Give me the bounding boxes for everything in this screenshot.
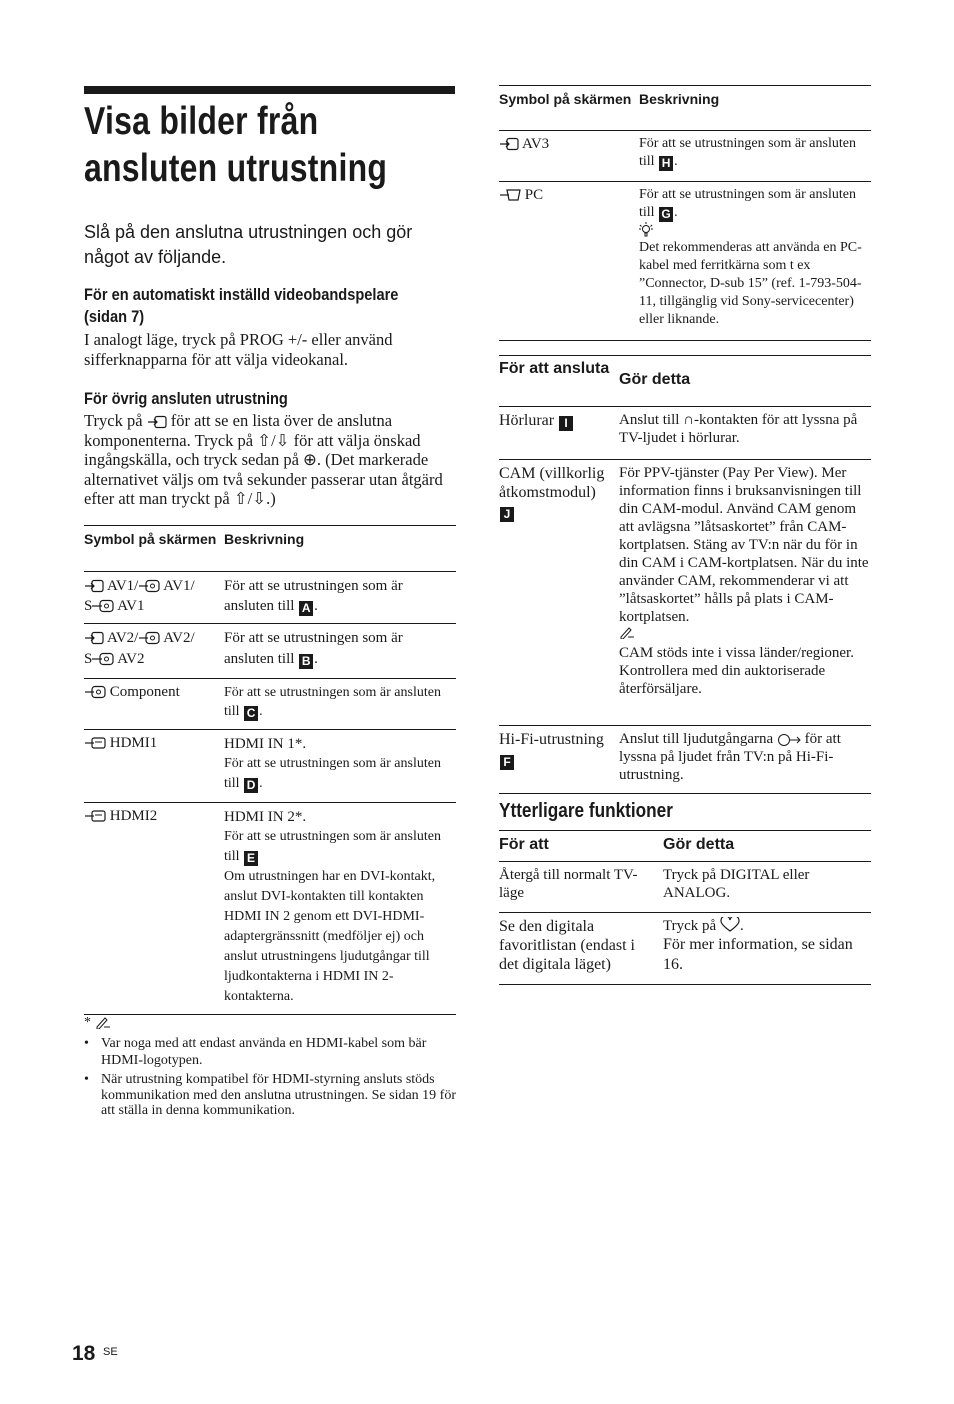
other-body: Tryck på för att se en lista över de anslutna komponenterna. Tryck på ⇧/⇩ för att välja önskad ingångskälla, och tryck sedan på ⊕. (Det markerade alternativet väljs om två sekunder passerar utan åtgärd efter att man tryckt på ⇧/⇩.): [84, 411, 443, 508]
s-video-input-icon: [92, 599, 114, 613]
table-row: Hi-Fi-utrustning F Anslut till ljudutgångarna för att lyssna på ljudet från TV:n på Hi-Fi-utrustning.: [499, 726, 871, 794]
connector-label-badge: D: [244, 778, 258, 793]
connector-label-badge: J: [500, 507, 514, 522]
tip-bulb-icon: [639, 222, 871, 239]
component-input-icon: [84, 685, 106, 699]
table-row: CAM (villkorlig åtkomstmodul) J För PPV-tjänster (Pay Per View). Mer information finns i bruksanvisningen till din CAM-modul. Använd CAM genom att avlägsna ”låtsaskortet” från CAM-kortplatsen. Stäng av TV:n när du för in din CAM i CAM-kortplatsen. När du inte använder CAM, rekommenderar vi att ”låtsaskortet” hålls på plats i CAM-kortplatsen. CAM stöds inte i vissa länder/regioner. Kontrollera med din auktoriserade återförsäljare.: [499, 460, 871, 726]
vcr-body: I analogt läge, tryck på PROG +/- eller använd sifferknapparna för att välja videokanal.: [84, 330, 393, 369]
connector-label-badge: H: [659, 156, 673, 171]
input-icon: [499, 137, 519, 151]
table-header-row: [499, 86, 871, 131]
component-input-icon: [138, 579, 160, 593]
select-button-icon: ⊕: [303, 450, 317, 469]
header-description: Beskrivning: [639, 91, 720, 107]
connect-table: [499, 355, 871, 794]
connector-label-badge: F: [500, 755, 514, 770]
headphones-icon: ∩: [683, 412, 695, 428]
input-symbols-table-continued: [499, 85, 871, 341]
note-pencil-icon: [95, 1016, 111, 1029]
hdmi-input-icon: [84, 809, 106, 823]
table-row: Återgå till normalt TV-läge Tryck på DIGITAL eller ANALOG.: [499, 862, 871, 913]
header-col2: Gör detta: [663, 836, 735, 853]
page-number: 18: [72, 1342, 96, 1365]
table-row: Se den digitala favoritlistan (endast i det digitala läget) Tryck på . För mer information, se sidan 16.: [499, 913, 871, 985]
table-row: AV2/ AV2/ S AV2 För att se utrustningen som är ansluten till B .: [84, 624, 456, 679]
input-icon: [84, 579, 104, 593]
input-symbols-table: [84, 525, 456, 1015]
up-arrow-icon: ⇧: [233, 489, 248, 508]
vcr-heading: För en automatiskt inställd videobandspelare (sidan 7): [84, 285, 399, 326]
header-description: Beskrivning: [224, 531, 305, 547]
title-rule: [84, 86, 455, 94]
list-item: • Var noga med att endast använda en HDMI-kabel som bär HDMI-logotypen.: [101, 1035, 456, 1069]
down-arrow-icon: ⇩: [275, 430, 290, 450]
input-icon: [84, 631, 104, 645]
connector-label-badge: I: [559, 416, 573, 431]
table-header-row: [499, 356, 871, 407]
note-pencil-icon: [619, 626, 871, 644]
page-title-line-1: Visa bilder från: [84, 100, 319, 143]
connector-label-badge: G: [659, 207, 673, 222]
audio-out-icon: [777, 732, 801, 746]
header-col1: För att ansluta: [499, 360, 610, 377]
extra-functions-table: [499, 830, 871, 985]
table-header-row: [84, 526, 456, 572]
list-item: • När utrustning kompatibel för HDMI-styrning ansluts stöds kommunikation med den anslutna utrustningen. Se sidan 19 för att ställa in denna kommunikation.: [101, 1072, 456, 1119]
table-row: AV3 För att se utrustningen som är ansluten till H .: [499, 131, 871, 182]
connector-label-badge: E: [244, 851, 258, 866]
down-arrow-icon: ⇩: [252, 489, 267, 508]
pc-input-icon: [499, 188, 521, 202]
connector-label-badge: A: [299, 601, 313, 616]
up-arrow-icon: ⇧: [257, 430, 272, 450]
s-video-input-icon: [92, 652, 114, 666]
connector-label-badge: B: [299, 654, 313, 669]
footnote-list: [84, 1035, 456, 1119]
table-row: PC För att se utrustningen som är ansluten till G . Det rekommenderas att använda en PC-kabel med ferritkärna som t ex ”Connector, D-sub 15” (ref. 1-793-504-11, tillgänglig vid Sony-servicecenter) eller liknande.: [499, 182, 871, 341]
table-row: Component För att se utrustningen som är ansluten till C .: [84, 679, 456, 730]
input-icon: [147, 415, 167, 429]
table-row: AV1/ AV1/ S AV1 För att se utrustningen som är ansluten till A .: [84, 572, 456, 624]
header-col2: Gör detta: [619, 371, 691, 388]
other-heading: För övrig ansluten utrustning: [84, 389, 288, 408]
hdmi-input-icon: [84, 736, 106, 750]
table-row: Hörlurar I Anslut till ∩-kontakten för att lyssna på TV-ljudet i hörlurar.: [499, 407, 871, 460]
page-title-line-2: ansluten utrustning: [84, 147, 388, 190]
extra-functions-heading: Ytterligare funktioner: [499, 800, 673, 822]
table-row: HDMI2 HDMI IN 2*. För att se utrustningen som är ansluten till E Om utrustningen har en DVI-kontakt, anslut DVI-kontakten till kontakten HDMI IN 2 genom ett DVI-HDMI-adaptergränssnitt (medföljer ej) och anslut utrustningens ljudutgångar till ljudkontakterna i HDMI IN 2-kontakterna.: [84, 803, 456, 1015]
component-input-icon: [138, 631, 160, 645]
page-language-code: SE: [103, 1346, 118, 1358]
intro-text: Slå på den anslutna utrustningen och gör något av följande.: [84, 222, 413, 267]
page-title: [84, 98, 396, 192]
table-header-row: [499, 831, 871, 862]
header-symbol: Symbol på skärmen: [84, 531, 217, 547]
footnote: * • Var noga med att endast använda en HDMI-kabel som bär HDMI-logotypen. • När utrustning kompatibel för HDMI-styrning ansluts stöds kommunikation med den anslutna utrustningen. Se sidan 19 för att ställa in denna kommunikation.: [84, 1014, 456, 1122]
header-col1: För att: [499, 836, 549, 853]
table-row: HDMI1 HDMI IN 1*. För att se utrustningen som är ansluten till D .: [84, 730, 456, 803]
favourite-heart-icon: [720, 917, 740, 933]
header-symbol: Symbol på skärmen: [499, 91, 632, 107]
connector-label-badge: C: [244, 706, 258, 721]
